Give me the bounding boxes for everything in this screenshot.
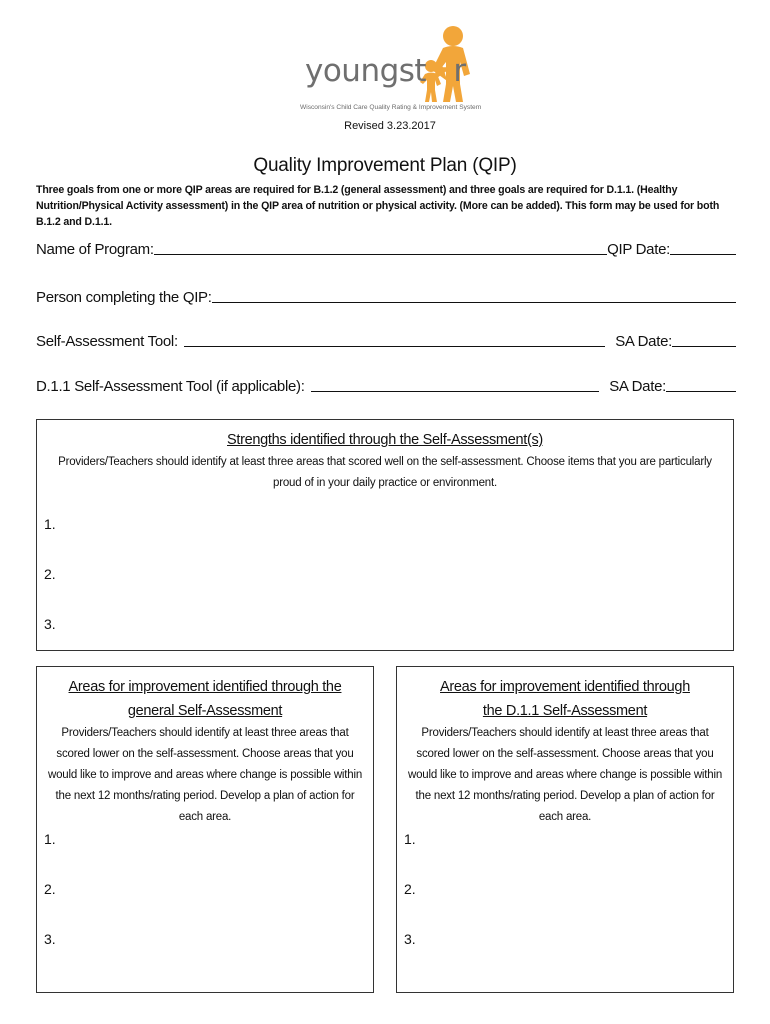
- person-field[interactable]: [212, 302, 736, 303]
- revised-date: Revised 3.23.2017: [344, 120, 436, 132]
- page-title: Quality Improvement Plan (QIP): [253, 155, 517, 176]
- sa-tool-label: Self-Assessment Tool:: [36, 333, 178, 350]
- improve-d11-box: [396, 666, 734, 993]
- person-row: [36, 284, 736, 306]
- improve-general-box: [36, 666, 374, 993]
- d11-tool-row: [36, 373, 736, 395]
- strengths-box: [36, 419, 734, 651]
- qip-date-label: QIP Date:: [607, 241, 670, 258]
- improve-d11-item-2[interactable]: 2.: [404, 881, 416, 897]
- improve-general-item-1[interactable]: 1.: [44, 831, 56, 847]
- sa-date2-field[interactable]: [666, 391, 736, 392]
- logo-tagline: Wisconsin's Child Care Quality Rating & Improvement System: [300, 104, 482, 111]
- sa-date2-label: SA Date:: [609, 378, 666, 395]
- d11-tool-label: D.1.1 Self-Assessment Tool (if applicable):: [36, 378, 305, 395]
- strengths-description: Providers/Teachers should identify at least three areas that scored well on the self-assessment. Choose items that you are particularly proud of in your daily practice or environment.: [58, 456, 712, 489]
- intro-text: Three goals from one or more QIP areas are required for B.1.2 (general assessment) and three goals are required for D.1.1. (Healthy Nutrition/Physical Activity assessment) in the QIP area of nutrition or physical activity. (More can be added). This form may be used for both B.1.2 and D.1.1.: [36, 184, 720, 228]
- improve-d11-description: Providers/Teachers should identify at least three areas that scored lower on the self-assessment. Choose areas that you would like to improve and areas where change is possible within the next 12 months/rating period. Develop a plan of action for each area.: [407, 727, 723, 823]
- improve-d11-heading: Areas for improvement identified through the D.1.1 Self-Assessment: [440, 679, 690, 719]
- sa-tool-row: [36, 328, 736, 350]
- improve-general-description: Providers/Teachers should identify at least three areas that scored lower on the self-assessment. Choose areas that you would like to improve and areas where change is possible within the next 12 months/rating period. Develop a plan of action for each area.: [47, 727, 363, 823]
- improve-general-item-3[interactable]: 3.: [44, 931, 56, 947]
- qip-date-field[interactable]: [670, 254, 736, 255]
- improve-d11-item-1[interactable]: 1.: [404, 831, 416, 847]
- strength-item-1[interactable]: 1.: [44, 516, 56, 532]
- person-label: Person completing the QIP:: [36, 289, 212, 306]
- strength-item-2[interactable]: 2.: [44, 566, 56, 582]
- improve-d11-item-3[interactable]: 3.: [404, 931, 416, 947]
- program-name-label: Name of Program:: [36, 241, 154, 258]
- sa-date-label: SA Date:: [615, 333, 672, 350]
- strengths-heading: Strengths identified through the Self-Assessment(s): [227, 432, 543, 448]
- d11-tool-field[interactable]: [311, 391, 600, 392]
- logo-star-icon: ★: [426, 53, 454, 89]
- improve-general-item-2[interactable]: 2.: [44, 881, 56, 897]
- improve-general-heading: Areas for improvement identified through the general Self-Assessment: [68, 679, 342, 719]
- sa-date-field[interactable]: [672, 346, 736, 347]
- strength-item-3[interactable]: 3.: [44, 616, 56, 632]
- logo-wordmark: youngst★r: [305, 53, 466, 89]
- sa-tool-field[interactable]: [184, 346, 605, 347]
- program-row: [36, 236, 736, 258]
- program-name-field[interactable]: [154, 254, 607, 255]
